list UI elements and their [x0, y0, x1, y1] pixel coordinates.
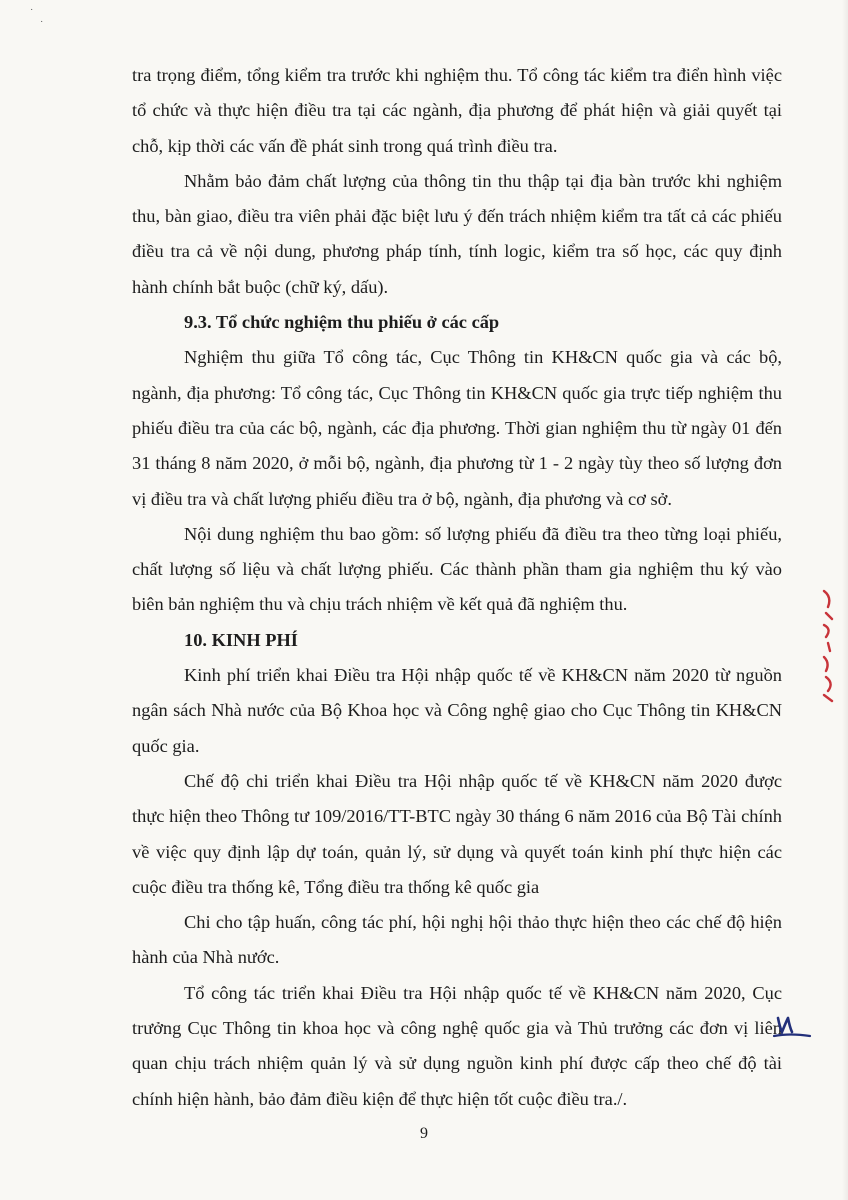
paragraph-continuation: tra trọng điểm, tổng kiểm tra trước khi nghiệm thu. Tổ công tác kiểm tra điển hình việc tổ chức và thực hiện điều tra tại các ngành, địa phương để phát hiện và giải quyết tại chỗ, kịp thời các vấn đề phát sinh trong quá trình điều tra. [132, 65, 782, 156]
section-heading-10: 10. KINH PHÍ [184, 629, 298, 650]
paragraph-spending-regime: Chế độ chi triển khai Điều tra Hội nhập quốc tế về KH&CN năm 2020 được thực hiện theo Thông tư 109/2016/TT-BTC ngày 30 tháng 6 năm 2016 của Bộ Tài chính về việc quy định lập dự toán, quản lý, sử dụng và quyết toán kinh phí thực hiện các cuộc điều tra thống kê, Tổng điều tra thống kê quốc gia [132, 770, 782, 897]
document-body [132, 58, 782, 1117]
paragraph-acceptance-content: Nội dung nghiệm thu bao gồm: số lượng phiếu đã điều tra theo từng loại phiếu, chất lượng số liệu và chất lượng phiếu. Các thành phần tham gia nghiệm thu ký vào biên bản nghiệm thu và chịu trách nhiệm về kết quả đã nghiệm thu. [132, 523, 782, 615]
paragraph-training-costs: Chi cho tập huấn, công tác phí, hội nghị hội thảo thực hiện theo các chế độ hiện hành của Nhà nước. [132, 912, 782, 968]
red-stamp-edge-mark [818, 585, 844, 705]
paragraph-funding-source: Kinh phí triển khai Điều tra Hội nhập quốc tế về KH&CN năm 2020 từ nguồn ngân sách Nhà nước của Bộ Khoa học và Công nghệ giao cho Cục Thông tin KH&CN quốc gia. [132, 665, 782, 756]
scan-specks: ˙ ˙ [30, 8, 44, 31]
section-heading-9-3: 9.3. Tổ chức nghiệm thu phiếu ở các cấp [184, 312, 500, 333]
page-number: 9 [420, 1125, 428, 1142]
paragraph-responsibility: Tổ công tác triển khai Điều tra Hội nhập quốc tế về KH&CN năm 2020, Cục trưởng Cục Thông tin khoa học và công nghệ quốc gia và Thủ trưởng các đơn vị liên quan chịu trách nhiệm quản lý và sử dụng nguồn kinh phí được cấp theo chế độ tài chính hiện hành, bảo đảm điều kiện để thực hiện tốt cuộc điều tra./. [132, 982, 782, 1109]
paragraph-acceptance-levels: Nghiệm thu giữa Tổ công tác, Cục Thông tin KH&CN quốc gia và các bộ, ngành, địa phương: Tổ công tác, Cục Thông tin KH&CN quốc gia trực tiếp nghiệm thu phiếu điều tra của các bộ, ngành, các địa phương. Thời gian nghiệm thu từ ngày 01 đến 31 tháng 8 năm 2020, ở mỗi bộ, ngành, địa phương từ 1 - 2 ngày tùy theo số lượng đơn vị điều tra và chất lượng phiếu điều tra ở bộ, ngành, địa phương và cơ sở. [132, 347, 782, 509]
signature-initials [772, 1012, 812, 1044]
scan-edge-shade [842, 0, 848, 1200]
paragraph-quality-assurance: Nhằm bảo đảm chất lượng của thông tin thu thập tại địa bàn trước khi nghiệm thu, bàn giao, điều tra viên phải đặc biệt lưu ý đến trách nhiệm kiểm tra tất cả các phiếu điều tra cả về nội dung, phương pháp tính, tính logic, kiểm tra số học, các quy định hành chính bắt buộc (chữ ký, dấu). [132, 170, 782, 297]
